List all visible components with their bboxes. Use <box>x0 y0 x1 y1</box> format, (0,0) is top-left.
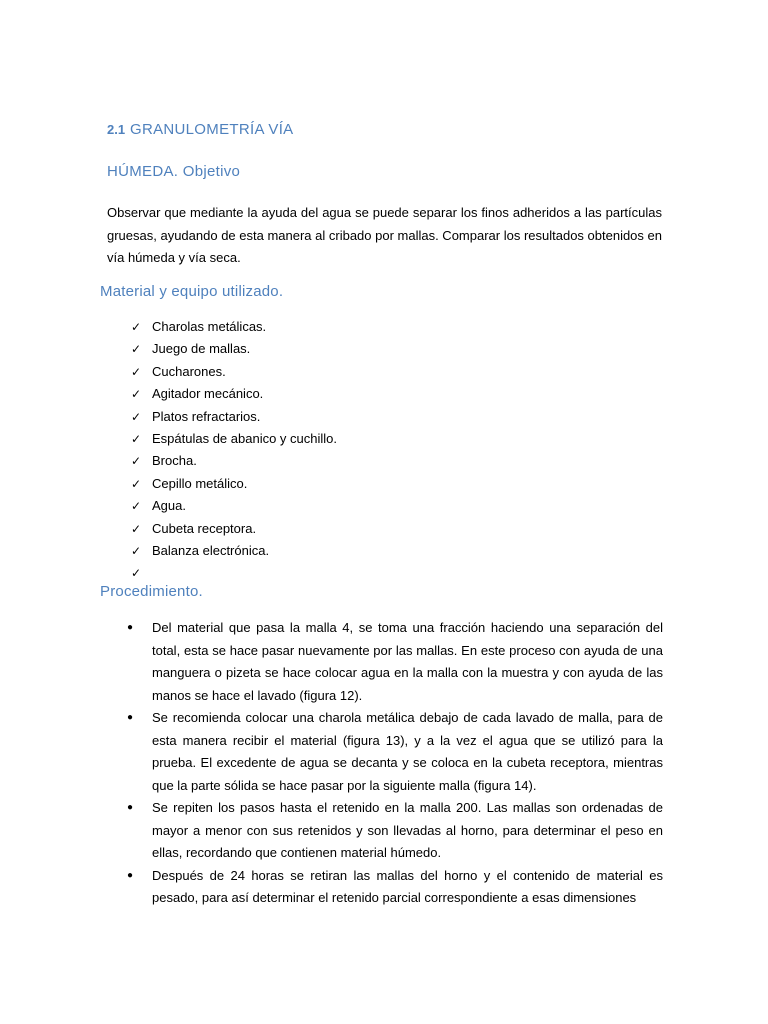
material-label: Cubeta receptora. <box>152 520 257 536</box>
checkmark-icon: ✓ <box>131 543 142 558</box>
material-label: Platos refractarios. <box>152 408 261 424</box>
bullet-icon: ● <box>127 802 134 813</box>
checkmark-icon: ✓ <box>131 387 142 402</box>
procedure-title: Procedimiento. <box>100 583 203 600</box>
list-item <box>131 473 337 495</box>
list-item <box>131 428 337 450</box>
checkmark-icon: ✓ <box>131 364 142 379</box>
section-title-line2: HÚMEDA. Objetivo <box>107 163 241 180</box>
list-item <box>127 865 663 910</box>
procedure-step-text: Se recomienda colocar una charola metálica debajo de cada lavado de malla, para de esta manera recibir el material (figura 13), y a la vez el agua que se utilizó para la prueba. El excedente de agua se decanta y se coloca en la cubeta receptora, mientras que la parte sólida se hace pasar por la siguiente malla (figura 14). <box>152 710 663 793</box>
material-label: Cucharones. <box>152 363 226 379</box>
list-item <box>131 316 337 338</box>
list-item <box>131 361 337 383</box>
materials-list <box>131 316 337 585</box>
checkmark-icon: ✓ <box>131 320 142 334</box>
list-item <box>131 450 337 472</box>
material-label: Cepillo metálico. <box>152 475 248 491</box>
materials-title: Material y equipo utilizado. <box>100 283 284 300</box>
checkmark-icon: ✓ <box>131 476 142 491</box>
procedure-step-text: Se repiten los pasos hasta el retenido en la malla 200. Las mallas son ordenadas de mayor a menor con sus retenidos y son llevadas al horno, para determinar el peso en ellas, recordando que contienen material húmedo. <box>152 800 663 860</box>
list-item <box>127 707 663 797</box>
material-label: Agua. <box>152 498 186 514</box>
procedure-step-text: Del material que pasa la malla 4, se toma una fracción haciendo una separación del total, esta se hace pasar nuevamente por las mallas. En este proceso con ayuda de una manguera o pizeta se hace colocar agua en la malla con la muestra y con ayuda de las manos se hace el lavado (figura 12). <box>152 620 663 703</box>
bullet-icon: ● <box>127 712 134 723</box>
procedure-list <box>127 617 663 910</box>
checkmark-icon: ✓ <box>131 409 142 424</box>
list-item <box>131 562 337 584</box>
material-label: Espátulas de abanico y cuchillo. <box>152 430 338 446</box>
section-number: 2.1 <box>107 122 126 137</box>
list-item <box>131 383 337 405</box>
checkmark-icon: ✓ <box>131 431 142 446</box>
list-item <box>127 617 663 707</box>
checkmark-icon: ✓ <box>131 566 142 581</box>
bullet-icon: ● <box>127 622 134 633</box>
list-item <box>127 797 663 865</box>
objective-paragraph: Observar que mediante la ayuda del agua se puede separar los finos adheridos a las partículas gruesas, ayudando de esta manera al cribado por mallas. Comparar los resultados obtenidos en vía húmeda y vía seca. <box>107 205 662 265</box>
section-title-line1: GRANULOMETRÍA VÍA <box>130 121 294 138</box>
material-label: Charolas metálicas. <box>152 319 267 334</box>
checkmark-icon: ✓ <box>131 454 142 469</box>
list-item <box>131 338 337 360</box>
checkmark-icon: ✓ <box>131 521 142 536</box>
procedure-step-text: Después de 24 horas se retiran las mallas del horno y el contenido de material es pesado, para así determinar el retenido parcial correspondiente a esas dimensiones <box>152 867 663 905</box>
list-item <box>131 406 337 428</box>
bullet-icon: ● <box>127 869 134 881</box>
material-label: Balanza electrónica. <box>152 542 270 558</box>
material-label: Agitador mecánico. <box>152 386 264 402</box>
list-item <box>131 495 337 517</box>
list-item <box>131 518 337 540</box>
checkmark-icon: ✓ <box>131 342 142 357</box>
checkmark-icon: ✓ <box>131 499 142 514</box>
list-item <box>131 540 337 562</box>
material-label: Juego de mallas. <box>152 341 251 357</box>
material-label: Brocha. <box>152 453 197 469</box>
